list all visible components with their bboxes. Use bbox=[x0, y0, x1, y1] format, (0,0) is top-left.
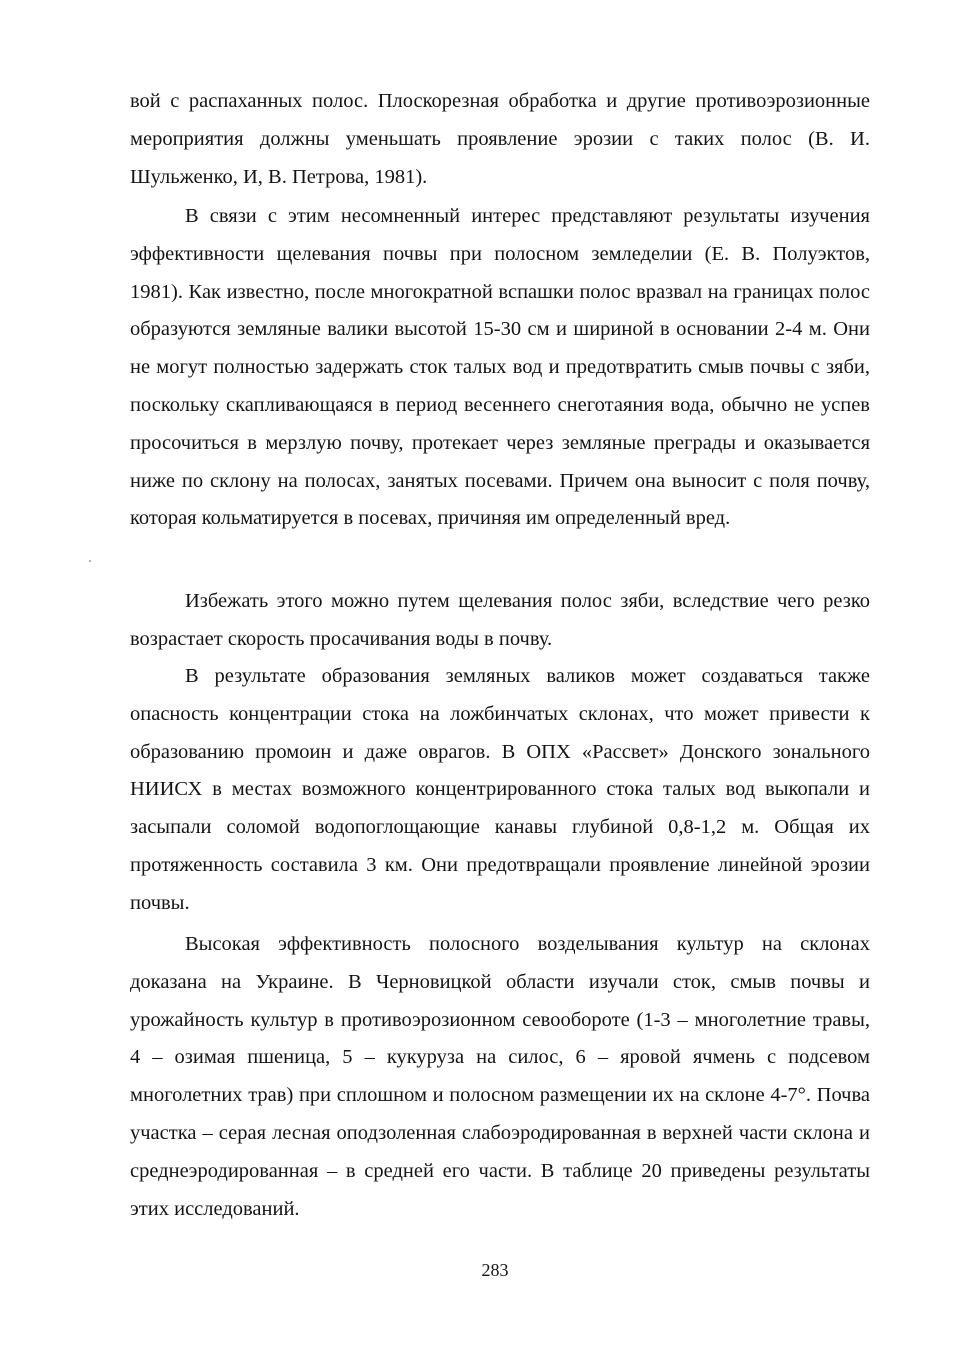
scan-speck bbox=[89, 560, 91, 562]
paragraph-runoff-concentration: В результате образования земляных валиков может создаваться также опасность концентрации стока на ложбинчатых склонах, что может привести к образованию промоин и даже оврагов. В ОПХ «Рассвет» Донского зонального НИИСХ в местах возможного концентрированного стока талых вод выкопали и засыпали соломой водопоглощающие канавы глубиной 0,8-1,2 м. Общая их протяженность составила 3 км. Они предотвращали проявление линейной эрозии почвы. bbox=[130, 665, 870, 914]
paragraph-ukraine-efficiency: Высокая эффективность полосного возделывания культур на склонах доказана на Украине. В Черновицкой области изучали сток, смыв почвы и урожайность культур в противоэрозионном севообороте (1-3 – многолетние травы, 4 – озимая пшеница, 5 – кукуруза на силос, 6 – яровой ячмень с подсевом многолетних трав) при сплошном и полосном размещении их на склоне 4-7°. Почва участка – серая лесная оподзоленная слабоэродированная в верхней части склона и среднеэродированная – в средней его части. В таблице 20 приведены результаты этих исследований. bbox=[130, 933, 870, 1220]
paragraph-slitting-interest: В связи с этим несомненный интерес представляют результаты изучения эффективности щелевания почвы при полосном земледелии (Е. В. Полуэктов, 1981). Как известно, после многократной вспашки полос вразвал на границах полос образуются земляные валики высотой 15-30 см и шириной в основании 2-4 м. Они не могут полностью задержать сток талых вод и предотвратить смыв почвы с зяби, поскольку скапливающаяся в период весеннего снеготаяния вода, обычно не успев просочиться в мерзлую почву, протекает через земляные преграды и оказывается ниже по склону на полосах, занятых посевами. Причем она выносит с поля почву, которая кольматируется в посевах, причиняя им определенный вред. bbox=[130, 205, 870, 530]
page-number: 283 bbox=[481, 1260, 509, 1280]
paragraph-continuation: вой с распаханных полос. Плоскорезная обработка и другие противоэрозионные мероприятия должны уменьшать проявление эрозии с таких полос (В. И. Шульженко, И, В. Петрова, 1981). bbox=[130, 90, 870, 188]
paragraph-avoid-slitting: Избежать этого можно путем щелевания полос зяби, вследствие чего резко возрастает скорость просачивания воды в почву. bbox=[130, 590, 870, 650]
